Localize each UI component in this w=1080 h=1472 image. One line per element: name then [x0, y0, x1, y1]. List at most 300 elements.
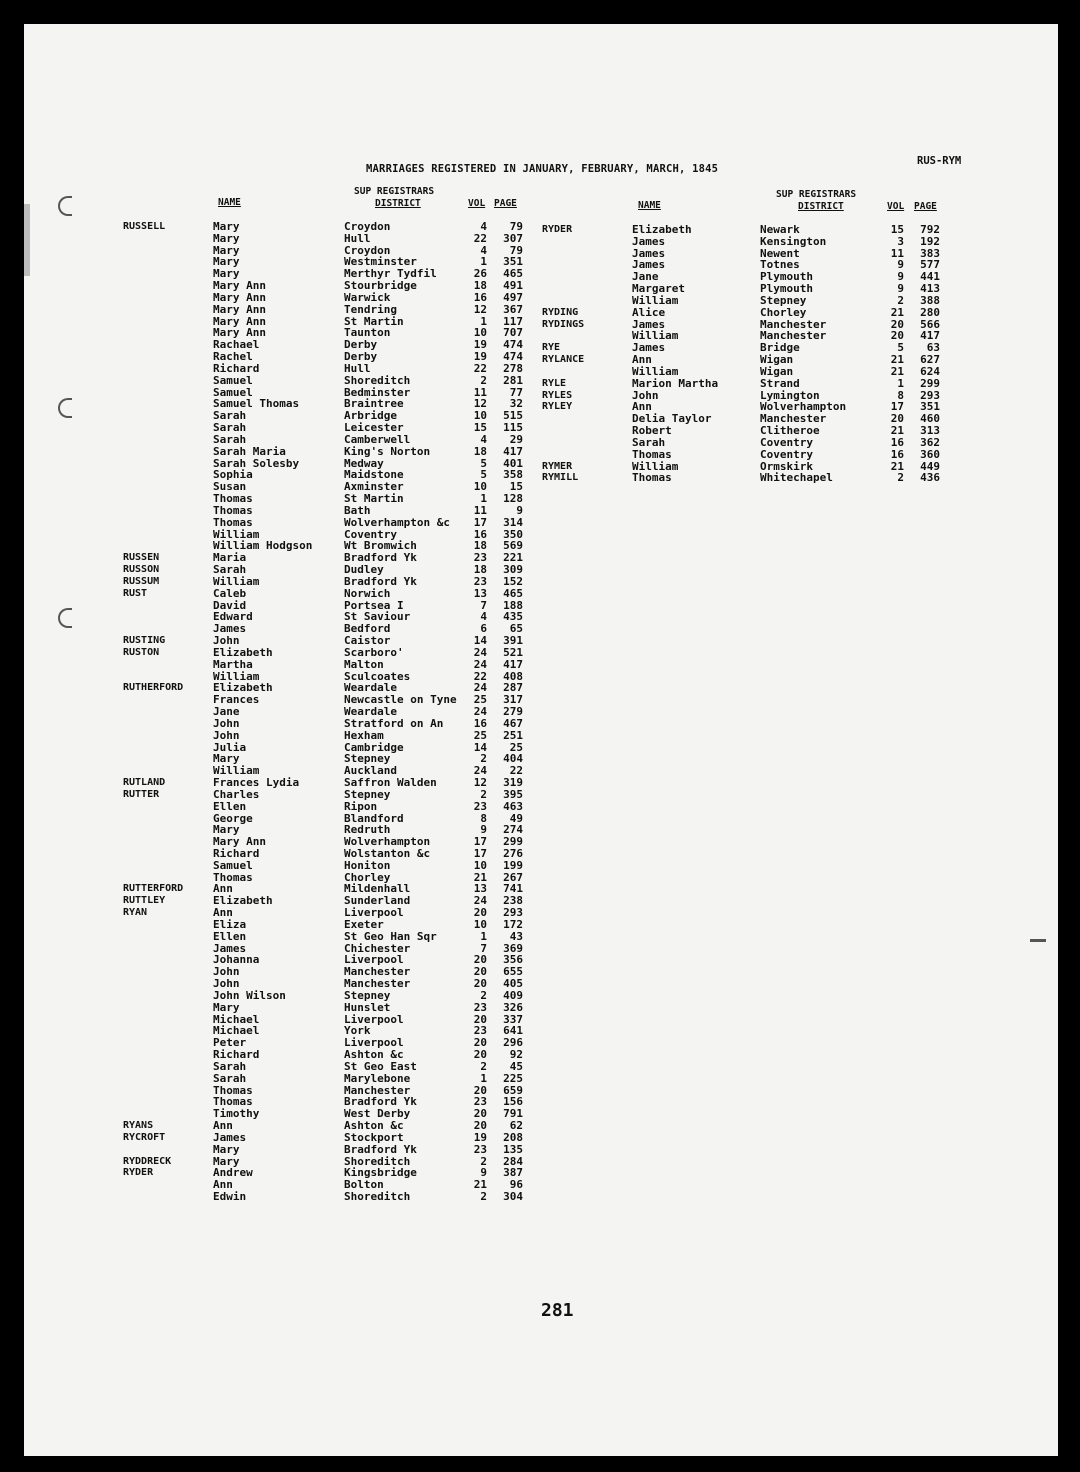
volume: 9	[897, 270, 904, 284]
volume: 13	[473, 882, 487, 896]
given-name: Marion Martha	[632, 376, 719, 390]
volume: 5	[897, 341, 904, 355]
volume: 18	[473, 444, 487, 458]
page-ref: 267	[503, 870, 523, 884]
district: Newent	[760, 246, 800, 260]
district: Weardale	[344, 705, 397, 719]
volume: 9	[897, 258, 904, 272]
district: Newark	[760, 223, 800, 236]
district: Kensington	[760, 234, 827, 248]
district: Merthyr Tydfil	[344, 267, 437, 281]
page-ref: 63	[926, 341, 940, 355]
page-ref: 199	[503, 858, 523, 872]
district: Warwick	[344, 290, 391, 304]
district: Strand	[760, 376, 800, 390]
district: Auckland	[344, 764, 397, 778]
page-number: 281	[541, 1300, 574, 1321]
volume: 6	[480, 622, 487, 636]
volume: 24	[473, 657, 487, 671]
district: Wolstanton &c	[344, 846, 431, 860]
page-ref: 128	[503, 492, 523, 506]
volume: 26	[473, 267, 487, 281]
district: Plymouth	[760, 282, 813, 296]
binding-edge-mark	[24, 204, 30, 276]
district: Sunderland	[344, 894, 411, 908]
volume: 20	[890, 329, 904, 343]
district: Shoreditch	[344, 1190, 411, 1204]
given-name: Elizabeth	[213, 894, 273, 908]
volume: 23	[473, 799, 487, 813]
page-ref: 463	[503, 799, 523, 813]
volume: 24	[473, 894, 487, 908]
district: Axminster	[344, 480, 404, 494]
page-ref: 221	[503, 551, 523, 565]
page-ref: 521	[503, 645, 523, 659]
page-ref: 351	[920, 400, 940, 414]
page-ref: 317	[503, 693, 523, 707]
surname: RYDER	[542, 224, 573, 235]
district: Wigan	[760, 364, 794, 378]
volume: 16	[890, 447, 904, 461]
district: Ormskirk	[760, 459, 813, 473]
volume: 2	[480, 752, 487, 766]
volume: 16	[890, 435, 904, 449]
district: Clitheroe	[760, 424, 820, 438]
given-name: Andrew	[213, 1166, 253, 1180]
given-name: Thomas	[632, 447, 672, 461]
district: Arbridge	[344, 409, 397, 423]
given-name: Mary Ann	[213, 314, 266, 328]
district: Coventry	[760, 435, 813, 449]
page-ref: 314	[503, 515, 523, 529]
volume: 24	[473, 705, 487, 719]
volume: 2	[897, 293, 904, 307]
volume: 18	[473, 563, 487, 577]
given-name: Ann	[632, 400, 652, 414]
page-ref: 115	[503, 421, 523, 435]
volume: 8	[897, 388, 904, 402]
district: Maidstone	[344, 468, 404, 482]
volume: 22	[473, 361, 487, 375]
given-name: Thomas	[213, 1095, 253, 1109]
given-name: Jane	[632, 270, 659, 284]
page-ref: 156	[503, 1095, 523, 1109]
volume: 21	[890, 353, 904, 367]
given-name: William	[213, 527, 260, 541]
page-ref: 309	[503, 563, 523, 577]
district: Westminster	[344, 255, 417, 269]
given-name: Rachael	[213, 338, 260, 352]
page-ref: 43	[509, 929, 523, 943]
page-ref: 62	[509, 1119, 523, 1133]
given-name: Sarah	[213, 432, 247, 446]
page-ref: 313	[920, 424, 940, 438]
district: Bolton	[344, 1178, 384, 1192]
given-name: James	[213, 1130, 247, 1144]
page-ref: 307	[503, 231, 523, 245]
page-ref: 641	[503, 1024, 523, 1038]
vol-column-header: VOL	[468, 198, 486, 209]
volume: 18	[473, 539, 487, 553]
given-name: Frances Lydia	[213, 776, 300, 789]
volume: 7	[480, 598, 487, 612]
given-name: Mary	[213, 823, 240, 837]
page-column-header: PAGE	[914, 201, 937, 212]
district: Plymouth	[760, 270, 813, 284]
district: Derby	[344, 350, 378, 364]
given-name: Sarah	[632, 435, 666, 449]
page-ref: 251	[503, 728, 523, 742]
given-name: Mary	[213, 243, 240, 257]
given-name: Mary	[213, 231, 240, 245]
given-name: Johanna	[213, 953, 260, 967]
given-name: William	[213, 669, 260, 683]
district: Liverpool	[344, 906, 404, 920]
page-ref: 188	[503, 598, 523, 612]
volume: 4	[480, 243, 487, 257]
district: Wolverhampton &c	[344, 515, 450, 529]
given-name: James	[213, 622, 247, 636]
page-ref: 25	[509, 740, 523, 754]
page-ref: 356	[503, 953, 523, 967]
district: Hexham	[344, 728, 384, 742]
volume: 2	[480, 373, 487, 387]
page-ref: 281	[503, 373, 523, 387]
name-column-header: NAME	[638, 200, 661, 211]
page-ref: 465	[503, 586, 523, 600]
given-name: Julia	[213, 740, 247, 754]
surname: RUTLAND	[123, 777, 166, 788]
given-name: James	[213, 941, 247, 955]
surname: RUSTING	[123, 635, 166, 647]
volume: 8	[480, 811, 487, 825]
surname: RYMILL	[542, 472, 579, 484]
page-ref: 326	[503, 1000, 523, 1014]
page-ref: 515	[503, 409, 523, 423]
surname: RYAN	[123, 907, 148, 919]
page-ref: 65	[509, 622, 523, 636]
volume: 1	[480, 1071, 487, 1085]
district: Redruth	[344, 823, 391, 837]
volume: 1	[480, 929, 487, 943]
district: Croydon	[344, 243, 391, 257]
district: Stockport	[344, 1130, 404, 1144]
volume: 12	[473, 302, 487, 316]
given-name: Timothy	[213, 1107, 260, 1121]
given-name: Elizabeth	[213, 681, 273, 695]
scan-mark	[1030, 939, 1046, 942]
page-ref: 172	[503, 917, 523, 931]
page-ref: 405	[503, 977, 523, 991]
district: Saffron Walden	[344, 776, 437, 789]
given-name: John	[213, 977, 240, 991]
page-ref: 791	[503, 1107, 523, 1121]
surname: RUTTERFORD	[123, 883, 184, 895]
district: Bedminster	[344, 385, 411, 399]
page-ref: 22	[509, 764, 523, 778]
surname: RUTHERFORD	[123, 682, 184, 694]
given-name: John Wilson	[213, 988, 286, 1002]
volume: 2	[480, 787, 487, 801]
volume: 19	[473, 338, 487, 352]
volume: 15	[473, 421, 487, 435]
volume: 11	[890, 246, 904, 260]
volume: 9	[480, 823, 487, 837]
volume: 20	[473, 1048, 487, 1062]
page-ref: 408	[503, 669, 523, 683]
district: Coventry	[344, 527, 397, 541]
given-name: James	[632, 341, 666, 355]
page-ref: 569	[503, 539, 523, 553]
district: Derby	[344, 338, 378, 352]
district-column-header-line2: DISTRICT	[798, 201, 844, 212]
volume: 20	[473, 1012, 487, 1026]
district: St Martin	[344, 314, 404, 328]
page-ref: 351	[503, 255, 523, 269]
volume: 4	[480, 610, 487, 624]
page-ref: 474	[503, 350, 523, 364]
surname: RUSSON	[123, 564, 160, 576]
given-name: James	[632, 246, 666, 260]
district: Bradford Yk	[344, 1142, 417, 1156]
page-ref: 29	[509, 432, 523, 446]
page-ref: 358	[503, 468, 523, 482]
page-ref: 741	[503, 882, 523, 896]
page-ref: 9	[516, 503, 523, 517]
page-ref: 296	[503, 1036, 523, 1050]
district: Shoreditch	[344, 373, 411, 387]
district: Wt Bromwich	[344, 539, 417, 553]
volume: 20	[473, 1107, 487, 1121]
given-name: Ann	[213, 1178, 233, 1192]
volume: 20	[473, 1083, 487, 1097]
given-name: Martha	[213, 657, 253, 671]
surname: RYDDRECK	[123, 1155, 172, 1167]
given-name: William	[213, 764, 260, 778]
page-ref: 96	[509, 1178, 523, 1192]
given-name: Sarah	[213, 421, 247, 435]
volume: 1	[480, 492, 487, 506]
page-ref: 369	[503, 941, 523, 955]
given-name: James	[632, 234, 666, 248]
given-name: Mary Ann	[213, 835, 266, 849]
given-name: Jane	[213, 705, 240, 719]
volume: 19	[473, 350, 487, 364]
district: Sculcoates	[344, 669, 411, 683]
district: Hull	[344, 361, 371, 375]
volume: 2	[480, 1154, 487, 1168]
district: Wolverhampton	[760, 400, 847, 414]
given-name: Mary Ann	[213, 290, 266, 304]
district: Stepney	[344, 988, 391, 1002]
page-ref: 360	[920, 447, 940, 461]
surname: RUST	[123, 587, 148, 599]
surname: RYLANCE	[542, 354, 585, 366]
given-name: Caleb	[213, 586, 247, 600]
district: Blandford	[344, 811, 404, 825]
page-ref: 388	[920, 293, 940, 307]
page-ref: 417	[503, 657, 523, 671]
page-ref: 284	[503, 1154, 523, 1168]
page-ref: 15	[509, 480, 523, 494]
volume: 21	[890, 424, 904, 438]
page-ref: 299	[503, 835, 523, 849]
given-name: Samuel Thomas	[213, 397, 300, 411]
page-ref: 192	[920, 234, 940, 248]
given-name: Thomas	[213, 1083, 253, 1097]
district: West Derby	[344, 1107, 411, 1121]
volume: 21	[473, 1178, 487, 1192]
page-ref: 497	[503, 290, 523, 304]
district: Ashton &c	[344, 1119, 404, 1133]
page-ref: 387	[503, 1166, 523, 1180]
given-name: George	[213, 811, 253, 825]
given-name: Charles	[213, 787, 260, 801]
given-name: Maria	[213, 551, 247, 565]
district: Hull	[344, 231, 371, 245]
page-ref: 45	[509, 1059, 523, 1073]
page-ref: 77	[509, 385, 523, 399]
given-name: William	[632, 329, 679, 343]
page-ref: 474	[503, 338, 523, 352]
district: Newcastle on Tyne	[344, 693, 457, 707]
page-ref: 293	[920, 388, 940, 402]
page-ref: 627	[920, 353, 940, 367]
volume: 11	[473, 385, 487, 399]
surname: RYE	[542, 342, 561, 354]
volume: 20	[473, 1119, 487, 1133]
surname: RUTTER	[123, 788, 160, 800]
volume: 2	[897, 471, 904, 485]
given-name: Ellen	[213, 799, 247, 813]
volume: 23	[473, 551, 487, 565]
given-name: William	[213, 574, 260, 588]
given-name: Ellen	[213, 929, 247, 943]
district: St Geo East	[344, 1059, 417, 1073]
name-column-header: NAME	[218, 197, 241, 208]
given-name: Mary	[213, 267, 240, 281]
page-ref: 337	[503, 1012, 523, 1026]
page-ref: 417	[503, 444, 523, 458]
district: Liverpool	[344, 1036, 404, 1050]
district: Kingsbridge	[344, 1166, 417, 1180]
page-ref: 287	[503, 681, 523, 695]
given-name: William	[632, 364, 679, 378]
volume: 12	[473, 776, 487, 789]
punch-hole	[58, 196, 72, 216]
page-ref: 417	[920, 329, 940, 343]
volume: 20	[473, 906, 487, 920]
district: Weardale	[344, 681, 397, 695]
district: Scarboro'	[344, 645, 404, 659]
district: Manchester	[760, 317, 827, 331]
surname: RYLE	[542, 377, 567, 389]
page-ref: 401	[503, 456, 523, 470]
surname: RYCROFT	[123, 1131, 166, 1143]
given-name: William Hodgson	[213, 539, 313, 553]
given-name: Mary Ann	[213, 302, 266, 316]
given-name: Samuel	[213, 858, 253, 872]
district: Bath	[344, 503, 371, 517]
district: Stepney	[344, 787, 391, 801]
district: Cambridge	[344, 740, 404, 754]
given-name: John	[213, 634, 240, 648]
district-column-header-line2: DISTRICT	[375, 198, 421, 209]
page-ref: 460	[920, 412, 940, 426]
volume: 5	[480, 456, 487, 470]
given-name: William	[632, 459, 679, 473]
volume: 9	[480, 1166, 487, 1180]
punch-hole	[58, 398, 72, 418]
given-name: John	[213, 728, 240, 742]
volume: 10	[473, 326, 487, 340]
page-ref: 79	[509, 243, 523, 257]
page-ref: 449	[920, 459, 940, 473]
given-name: Samuel	[213, 373, 253, 387]
district: Honiton	[344, 858, 391, 872]
volume: 20	[473, 977, 487, 991]
page-ref: 491	[503, 279, 523, 293]
given-name: Mary Ann	[213, 279, 266, 293]
volume: 10	[473, 480, 487, 494]
volume: 1	[897, 376, 904, 390]
page-ref: 49	[509, 811, 523, 825]
district: Totnes	[760, 258, 800, 272]
given-name: Mary Ann	[213, 326, 266, 340]
volume: 21	[890, 459, 904, 473]
page-ref: 293	[503, 906, 523, 920]
volume: 24	[473, 645, 487, 659]
given-name: Ann	[213, 906, 233, 920]
given-name: Margaret	[632, 282, 685, 296]
page-ref: 655	[503, 965, 523, 979]
surname: RYLES	[542, 389, 573, 401]
page-ref: 792	[920, 223, 940, 236]
given-name: Susan	[213, 480, 247, 494]
given-name: Edwin	[213, 1190, 247, 1204]
given-name: Sophia	[213, 468, 253, 482]
page-ref: 279	[503, 705, 523, 719]
district: Chorley	[760, 305, 807, 319]
surname: RYDINGS	[542, 318, 585, 330]
volume: 23	[473, 1142, 487, 1156]
page-ref: 280	[920, 305, 940, 319]
volume: 2	[480, 1059, 487, 1073]
district: Manchester	[344, 1083, 411, 1097]
district: Bridge	[760, 341, 800, 355]
district: Ripon	[344, 799, 378, 813]
district: Manchester	[760, 412, 827, 426]
volume: 20	[473, 965, 487, 979]
given-name: Sarah Maria	[213, 444, 286, 458]
volume: 4	[480, 432, 487, 446]
volume: 21	[890, 305, 904, 319]
district: Leicester	[344, 421, 404, 435]
page-ref: 391	[503, 634, 523, 648]
district: Stepney	[760, 293, 807, 307]
volume: 5	[480, 468, 487, 482]
given-name: Ann	[213, 1119, 233, 1133]
district: St Geo Han Sqr	[344, 929, 437, 943]
district: Ashton &c	[344, 1048, 404, 1062]
volume: 21	[473, 870, 487, 884]
page-ref: 79	[509, 220, 523, 233]
page-ref: 319	[503, 776, 523, 789]
given-name: Sarah Solesby	[213, 456, 300, 470]
page-ref: 350	[503, 527, 523, 541]
volume: 25	[473, 728, 487, 742]
district: Liverpool	[344, 1012, 404, 1026]
